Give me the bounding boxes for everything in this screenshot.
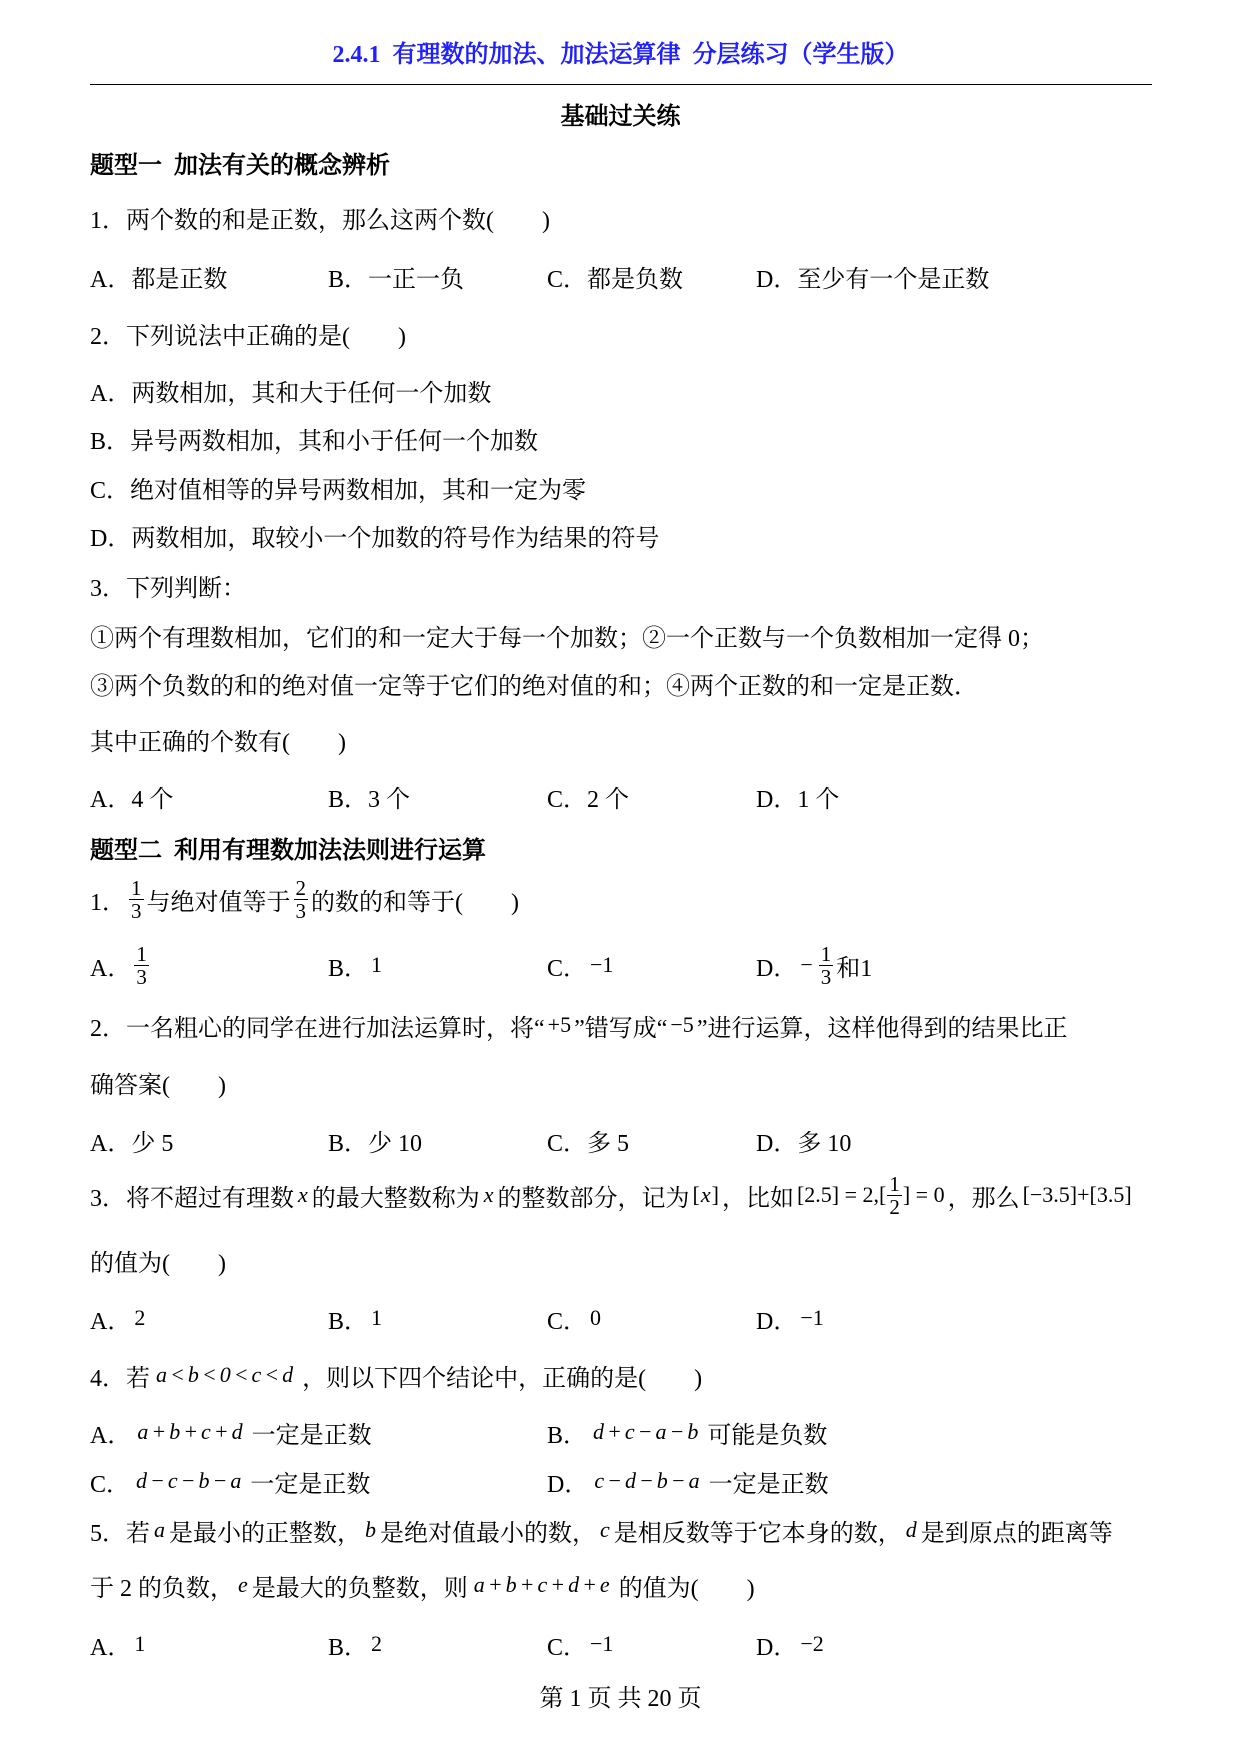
option-a: [90, 935, 152, 995]
math-bracket: ]: [711, 1182, 719, 1207]
stem-text: 是最小的正整数，: [169, 1520, 361, 1547]
math-variable: x: [298, 1182, 308, 1207]
fraction-numerator: 1: [889, 1171, 900, 1196]
option-label: A．: [90, 1634, 132, 1661]
stem-text: 是绝对值最小的数，: [380, 1520, 596, 1547]
stem-text: 2．一名粗心的同学在进行加法运算时，将“: [90, 1015, 545, 1042]
stem-text: 的最大整数称为: [311, 1185, 480, 1212]
stem-text: 与绝对值等于: [146, 889, 291, 916]
option-value: −1: [590, 952, 614, 977]
fraction: [129, 877, 144, 922]
statement-line: ③两个负数的和的绝对值一定等于它们的绝对值的和；④两个正数的和一定是正数．: [90, 673, 978, 700]
stem-text: ”错写成“: [574, 1015, 668, 1042]
fraction: [887, 1173, 902, 1218]
option-label: C．: [547, 1308, 588, 1335]
option-a: [90, 1288, 148, 1348]
option-row: [0, 1288, 1241, 1348]
question-stem: 3．下列判断：: [90, 575, 246, 602]
option-d: D．两数相加，取较小一个加数的符号作为结果的符号: [90, 525, 660, 552]
option-label: D．: [547, 1471, 589, 1498]
option-value: −1: [590, 1631, 614, 1656]
option-label: B．: [328, 955, 369, 982]
option-label: D．: [756, 1308, 798, 1335]
option-label: C．: [547, 1634, 588, 1661]
math-variable: a: [154, 1517, 165, 1542]
fraction-denominator: 3: [136, 964, 147, 989]
fraction-denominator: 3: [131, 898, 142, 923]
stem-text: 于 2 的负数，: [90, 1575, 234, 1602]
option-label: A．: [90, 1422, 132, 1449]
option-b: [328, 935, 385, 995]
question-stem: 2．下列说法中正确的是( ): [90, 323, 406, 350]
statement-line: ①两个有理数相加，它们的和一定大于每一个加数；②一个正数与一个负数相加一定得 0；: [90, 625, 1044, 652]
question-stem-continued: 确答案( ): [90, 1072, 226, 1099]
option-a: A．少 5: [90, 1130, 174, 1157]
math-variable: c: [600, 1517, 610, 1542]
option-c: C．都是负数: [547, 266, 684, 293]
option-b: [328, 1288, 385, 1348]
question-type-heading: 题型一 加法有关的概念辨析: [90, 152, 390, 179]
option-value: 2: [134, 1305, 146, 1330]
question-stem: [90, 1345, 1190, 1405]
fraction-denominator: 3: [295, 898, 306, 923]
option-a: A．4 个: [90, 786, 174, 813]
stem-text: 的值为( ): [618, 1575, 755, 1602]
option-value: −1: [800, 1305, 824, 1330]
option-label: B．: [328, 1634, 369, 1661]
fraction-numerator: 2: [295, 875, 306, 900]
option-text: 一定是正数: [251, 1422, 372, 1449]
option-text: 一定是正数: [708, 1471, 829, 1498]
option-label: C．: [90, 1471, 131, 1498]
math-expression: a<b<0<c<d: [156, 1362, 297, 1387]
option-value: 1: [371, 1305, 383, 1330]
question-stem: 1．两个数的和是正数，那么这两个数( ): [90, 207, 550, 234]
option-text: 和1: [836, 955, 873, 982]
math-variable: x: [700, 1182, 711, 1207]
option-c: C．绝对值相等的异号两数相加，其和一定为零: [90, 477, 587, 504]
option-a: A．都是正数: [90, 266, 228, 293]
math-expression: [−3.5]+[3.5]: [1022, 1182, 1132, 1207]
minus-sign: −: [800, 952, 813, 977]
option-d: [756, 1288, 827, 1348]
option-row: [0, 935, 1241, 995]
option-b: B．一正一负: [328, 266, 465, 293]
math-variable: x: [483, 1182, 494, 1207]
math-bracket: [: [692, 1182, 700, 1207]
fraction-denominator: 3: [820, 964, 832, 989]
option-c: C．多 5: [547, 1130, 630, 1157]
stem-text: 的数的和等于( ): [311, 889, 519, 916]
option-value: 1: [371, 952, 383, 977]
math-variable: b: [365, 1517, 376, 1542]
stem-text: 3．将不超过有理数: [90, 1185, 294, 1212]
math-expression: [2.5] = 2,[: [796, 1182, 887, 1207]
fraction-numerator: 1: [131, 875, 142, 900]
stem-text: ”进行运算，这样他得到的结果比正: [696, 1015, 1068, 1042]
math-expression: d+c−a−b: [593, 1419, 702, 1444]
option-d: [756, 935, 872, 995]
option-value: 1: [134, 1631, 146, 1656]
fraction-numerator: 1: [136, 941, 147, 966]
option-d: D．至少有一个是正数: [756, 266, 990, 293]
math-expression: −5: [670, 1012, 694, 1037]
math-expression: +5: [547, 1012, 572, 1037]
stem-text: ，则以下四个结论中，正确的是( ): [302, 1365, 703, 1392]
option-value: 0: [590, 1305, 602, 1330]
stem-text: 是到原点的距离等: [920, 1520, 1113, 1547]
section-title: 基础过关练: [560, 103, 681, 130]
question-number: 1．: [90, 889, 126, 916]
option-b: B．少 10: [328, 1130, 423, 1157]
math-expression: a+b+c+d: [137, 1419, 246, 1444]
option-label: D．: [756, 1634, 798, 1661]
question-stem: [90, 1500, 1190, 1560]
question-stem: [90, 995, 1190, 1055]
math-variable: d: [905, 1517, 917, 1542]
stem-text: 是相反数等于它本身的数，: [613, 1520, 902, 1547]
stem-text: 4．若: [90, 1365, 150, 1392]
option-b: B．3 个: [328, 786, 411, 813]
fraction: [134, 943, 149, 988]
stem-text: ，比如: [721, 1185, 794, 1212]
option-row: [0, 1110, 1241, 1170]
option-c: [547, 935, 616, 995]
option-a: A．两数相加，其和大于任何一个加数: [90, 380, 492, 407]
question-prompt: 其中正确的个数有( ): [90, 729, 346, 756]
option-label: D．: [756, 955, 798, 982]
option-label: A．: [90, 955, 132, 982]
option-value: −2: [800, 1631, 824, 1656]
math-expression: c−d−b−a: [594, 1468, 703, 1493]
fraction-numerator: 1: [820, 941, 832, 966]
question-type-heading: 题型二 利用有理数加法法则进行运算: [90, 837, 486, 864]
question-stem: [90, 869, 1190, 929]
stem-text: 5．若: [90, 1520, 150, 1547]
page-title: 2.4.1 有理数的加法、加法运算律 分层练习（学生版）: [332, 41, 909, 68]
stem-text: 的整数部分，记为: [497, 1185, 690, 1212]
fraction: [819, 943, 834, 988]
option-b: B．异号两数相加，其和小于任何一个加数: [90, 428, 539, 455]
fraction: [294, 877, 309, 922]
stem-text: 是最大的负整数，则: [251, 1575, 468, 1602]
math-expression: d−c−b−a: [136, 1468, 245, 1493]
question-stem: [90, 1165, 1190, 1225]
question-stem-continued: [90, 1555, 1190, 1615]
page-footer: 第 1 页 共 20 页: [539, 1685, 702, 1712]
stem-text: ，那么: [947, 1185, 1020, 1212]
option-text: 可能是负数: [707, 1422, 828, 1449]
option-d: D．多 10: [756, 1130, 852, 1157]
math-expression: ] = 0: [902, 1182, 945, 1207]
math-expression: a+b+c+d+e: [473, 1572, 613, 1597]
option-c: C．2 个: [547, 786, 630, 813]
question-stem-continued: 的值为( ): [90, 1250, 226, 1277]
option-label: A．: [90, 1308, 132, 1335]
option-label: C．: [547, 955, 588, 982]
fraction-denominator: 2: [889, 1194, 900, 1219]
option-c: [547, 1288, 604, 1348]
option-text: 一定是正数: [250, 1471, 371, 1498]
option-value: 2: [371, 1631, 383, 1656]
option-d: D．1 个: [756, 786, 840, 813]
option-label: B．: [547, 1422, 588, 1449]
math-variable: e: [238, 1572, 248, 1597]
option-row: [0, 246, 1241, 306]
option-label: B．: [328, 1308, 369, 1335]
